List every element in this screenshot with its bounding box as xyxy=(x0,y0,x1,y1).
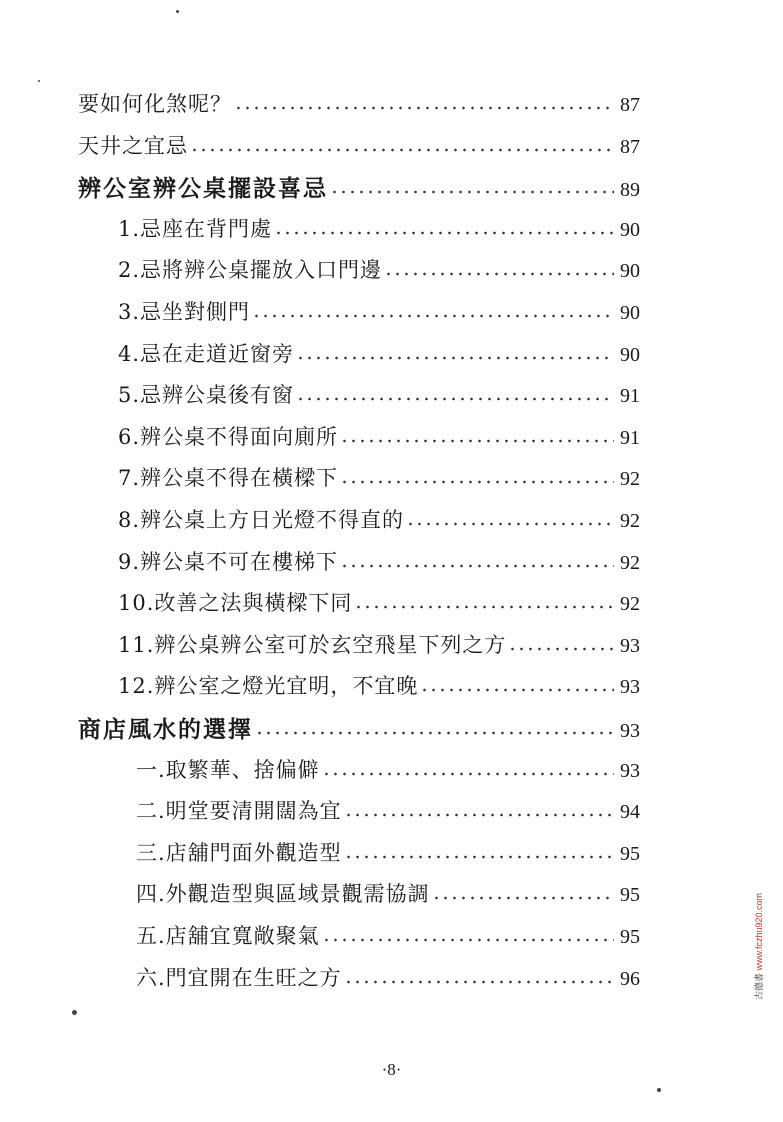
toc-entry xyxy=(118,635,652,656)
toc-entry-page: 95 xyxy=(620,843,640,865)
toc-entry xyxy=(78,136,652,157)
toc-entry xyxy=(118,510,652,531)
dot-leader xyxy=(432,896,614,900)
dot-leader xyxy=(234,106,614,110)
toc-section-heading xyxy=(78,177,652,200)
scan-speck xyxy=(176,10,179,13)
toc-entry-title: 9.辨公桌不可在樓梯下 xyxy=(118,550,339,574)
toc-entry xyxy=(118,427,652,448)
toc-entry-title: 二.明堂要清開闊為宜 xyxy=(136,799,342,823)
toc-entry xyxy=(78,94,652,115)
toc-entry-page: 93 xyxy=(620,760,640,782)
toc-entry-page: 93 xyxy=(620,720,640,742)
scan-speck xyxy=(72,1010,77,1015)
toc-entry-page: 87 xyxy=(620,94,640,116)
toc-entry-title: 1.忌座在背門處 xyxy=(118,217,273,241)
toc-entry-title: 商店風水的選擇 xyxy=(78,716,253,743)
toc-entry-page: 96 xyxy=(620,968,640,990)
dot-leader xyxy=(340,564,614,568)
toc-entry-page: 92 xyxy=(620,468,640,490)
toc-entry-title: 五.店舖宜寬敞聚氣 xyxy=(136,924,320,948)
toc-entry-page: 91 xyxy=(620,427,640,449)
toc-entry xyxy=(118,676,652,697)
dot-leader xyxy=(255,731,614,735)
toc-entry-title: 6.辨公桌不得面向廁所 xyxy=(118,425,339,449)
toc-entry-page: 92 xyxy=(620,593,640,615)
dot-leader xyxy=(322,938,614,942)
toc-entry-title: 2.忌將辨公桌擺放入口門邊 xyxy=(118,258,383,282)
toc-entry xyxy=(136,926,652,947)
toc-entry-page: 91 xyxy=(620,385,640,407)
toc-entry-title: 8.辨公桌上方日光燈不得直的 xyxy=(118,508,405,532)
toc-entry xyxy=(118,593,652,614)
dot-leader xyxy=(296,356,614,360)
dot-leader xyxy=(252,314,614,318)
dot-leader xyxy=(406,522,614,526)
toc-entry-title: 三.店舖門面外觀造型 xyxy=(136,841,342,865)
dot-leader xyxy=(322,772,614,776)
site-watermark xyxy=(752,890,765,1000)
page-number: ·8· xyxy=(381,1060,402,1079)
dot-leader xyxy=(344,980,614,984)
toc-entry-title: 12.辨公室之燈光宜明，不宜晚 xyxy=(118,674,419,698)
toc-entry-title: 5.忌辨公桌後有窗 xyxy=(118,383,295,407)
toc-entry xyxy=(118,344,652,365)
toc-entry-page: 90 xyxy=(620,344,640,366)
dot-leader xyxy=(344,813,614,817)
watermark-url: www.fczhu920.com xyxy=(754,892,764,971)
toc-entry-title: 3.忌坐對側門 xyxy=(118,300,251,324)
toc-entry-page: 93 xyxy=(620,635,640,657)
dot-leader xyxy=(190,148,614,152)
toc-entry-title: 四.外觀造型與區域景觀需協調 xyxy=(136,882,430,906)
toc-entry-title: 要如何化煞呢？ xyxy=(78,92,232,116)
toc-entry xyxy=(136,843,652,864)
toc-entry xyxy=(118,552,652,573)
toc-entry-title: 11.辨公桌辨公室可於玄空飛星下列之方 xyxy=(118,633,507,657)
toc-entry xyxy=(118,468,652,489)
toc-entry xyxy=(136,801,652,822)
dot-leader xyxy=(508,647,614,651)
dot-leader xyxy=(340,439,614,443)
watermark-prefix: 古德書 xyxy=(754,970,764,1000)
toc-entry xyxy=(136,760,652,781)
scan-speck xyxy=(38,80,40,82)
toc-entry xyxy=(118,219,652,240)
toc-entry-page: 95 xyxy=(620,884,640,906)
toc-entry-title: 天井之宜忌 xyxy=(78,134,188,158)
toc-entry-page: 89 xyxy=(620,179,640,201)
dot-leader xyxy=(354,605,614,609)
toc-entry xyxy=(118,385,652,406)
toc-entry-page: 92 xyxy=(620,552,640,574)
toc-entry-page: 93 xyxy=(620,676,640,698)
toc-entry-title: 一.取繁華、捨偏僻 xyxy=(136,758,320,782)
dot-leader xyxy=(340,480,614,484)
toc-entry-page: 90 xyxy=(620,302,640,324)
toc-section-heading xyxy=(78,718,652,741)
toc-entry-title: 六.門宜開在生旺之方 xyxy=(136,966,342,990)
dot-leader xyxy=(384,272,614,276)
dot-leader xyxy=(420,688,614,692)
toc-entry-title: 10.改善之法與橫樑下同 xyxy=(118,591,353,615)
toc-entry-page: 90 xyxy=(620,260,640,282)
toc-entry-page: 90 xyxy=(620,219,640,241)
toc-entry-page: 92 xyxy=(620,510,640,532)
toc-entry xyxy=(118,302,652,323)
dot-leader xyxy=(344,855,614,859)
toc-entry-title: 7.辨公桌不得在橫樑下 xyxy=(118,466,339,490)
toc-entry xyxy=(118,260,652,281)
toc-entry-page: 95 xyxy=(620,926,640,948)
toc-entry xyxy=(136,968,652,989)
toc-entry-page: 87 xyxy=(620,136,640,158)
dot-leader xyxy=(296,397,614,401)
scan-speck xyxy=(657,1088,661,1092)
toc-entry xyxy=(136,884,652,905)
toc-entry-title: 4.忌在走道近窗旁 xyxy=(118,342,295,366)
toc-entry-page: 94 xyxy=(620,801,640,823)
dot-leader xyxy=(274,231,614,235)
toc-entry-title: 辨公室辨公桌擺設喜忌 xyxy=(78,175,328,202)
dot-leader xyxy=(330,190,614,194)
